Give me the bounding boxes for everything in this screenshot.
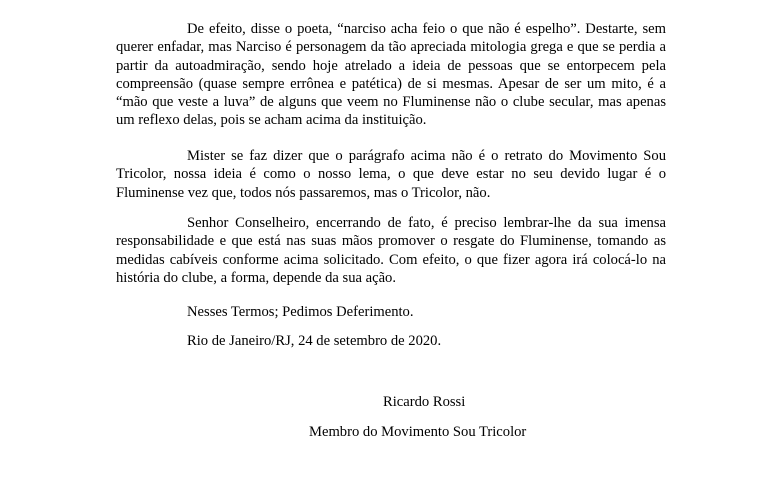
paragraph-movimento: Mister se faz dizer que o parágrafo acima não é o retrato do Movimento Sou Tricolor, nossa ideia é como o nosso lema, o que deve estar no seu devido lugar é o Fluminense vez que, todos nós passaremos, mas o Tricolor, não. [116, 148, 666, 201]
place-and-date: Rio de Janeiro/RJ, 24 de setembro de 2020. [187, 333, 442, 349]
paragraph-narciso: De efeito, disse o poeta, “narciso acha feio o que não é espelho”. Destarte, sem querer enfadar, mas Narciso é personagem da tão apreciada mitologia grega e que se perdia a partir da autoadmiração, sendo hoje atrelado a ideia de pessoas que se entorpecem pela compreensão (quase sempre errônea e patética) de si mesmas. Apesar de ser um mito, é a “mão que veste a luva” de alguns que veem no Fluminense não o clube secular, mas apenas um reflexo delas, pois se acham acima da instituição. [116, 21, 666, 129]
signature-role: Membro do Movimento Sou Tricolor [309, 424, 527, 440]
paragraph-conselheiro: Senhor Conselheiro, encerrando de fato, é preciso lembrar-lhe da sua imensa responsabilidade e que está nas suas mãos promover o resgate do Fluminense, tomando as medidas cabíveis conforme acima solicitado. Com efeito, o que fizer agora irá colocá-lo na história do clube, a forma, depende da sua ação. [116, 215, 666, 286]
signature-name: Ricardo Rossi [383, 394, 466, 410]
closing-formula: Nesses Termos; Pedimos Deferimento. [187, 304, 414, 320]
